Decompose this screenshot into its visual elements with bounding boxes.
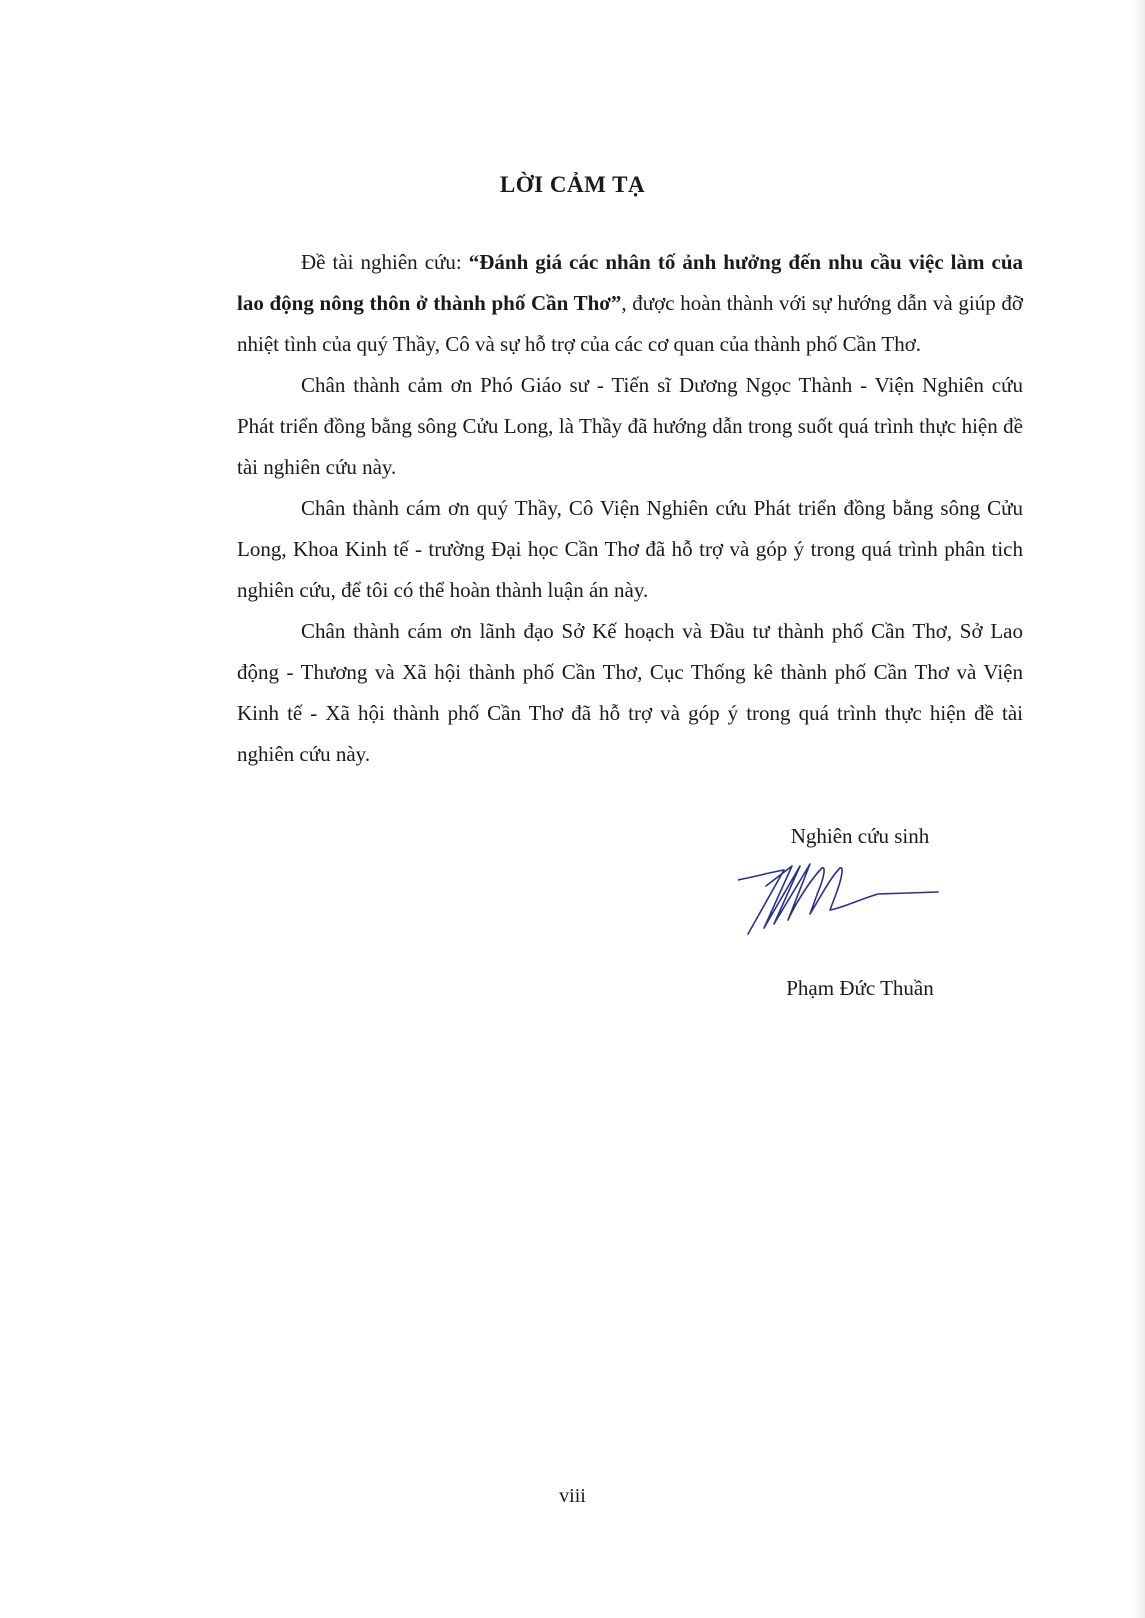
paragraph-1-intro: Đề tài nghiên cứu: <box>301 250 469 274</box>
paragraph-1 <box>237 242 1023 365</box>
signer-name: Phạm Đức Thuần <box>786 976 934 1000</box>
paragraph-1-rest: , được hoàn thành với sự hướng dẫn và giúp đỡ nhiệt tình của quý Thầy, Cô và sự hỗ trợ của các cơ quan của thành phố Cần Thơ. <box>237 291 1023 356</box>
page-number: viii <box>559 1485 586 1507</box>
acknowledgement-body <box>237 242 1023 775</box>
signature-stroke <box>738 864 938 934</box>
paragraph-4: Chân thành cám ơn lãnh đạo Sở Kế hoạch và Đầu tư thành phố Cần Thơ, Sở Lao động - Thương và Xã hội thành phố Cần Thơ, Cục Thống kê thành phố Cần Thơ và Viện Kinh tế - Xã hội thành phố Cần Thơ đã hỗ trợ và góp ý trong quá trình thực hiện đề tài nghiên cứu này. <box>237 619 1023 766</box>
page-edge-shadow <box>1131 0 1145 1618</box>
handwritten-signature <box>738 858 958 938</box>
thesis-title: “Đánh giá các nhân tố ảnh hưởng đến nhu cầu việc làm của lao động nông thôn ở thành phố Cần Thơ” <box>237 250 1024 315</box>
page-title: LỜI CẢM TẠ <box>499 172 646 197</box>
signer-role: Nghiên cứu sinh <box>790 824 930 848</box>
paragraph-2: Chân thành cảm ơn Phó Giáo sư - Tiến sĩ Dương Ngọc Thành - Viện Nghiên cứu Phát triển đồng bằng sông Cửu Long, là Thầy đã hướng dẫn trong suốt quá trình thực hiện đề tài nghiên cứu này. <box>237 373 1023 479</box>
paragraph-3: Chân thành cám ơn quý Thầy, Cô Viện Nghiên cứu Phát triển đồng bằng sông Cửu Long, Khoa Kinh tế - trường Đại học Cần Thơ đã hỗ trợ và góp ý trong quá trình phân tich nghiên cứu, để tôi có thể hoàn thành luận án này. <box>237 496 1023 602</box>
